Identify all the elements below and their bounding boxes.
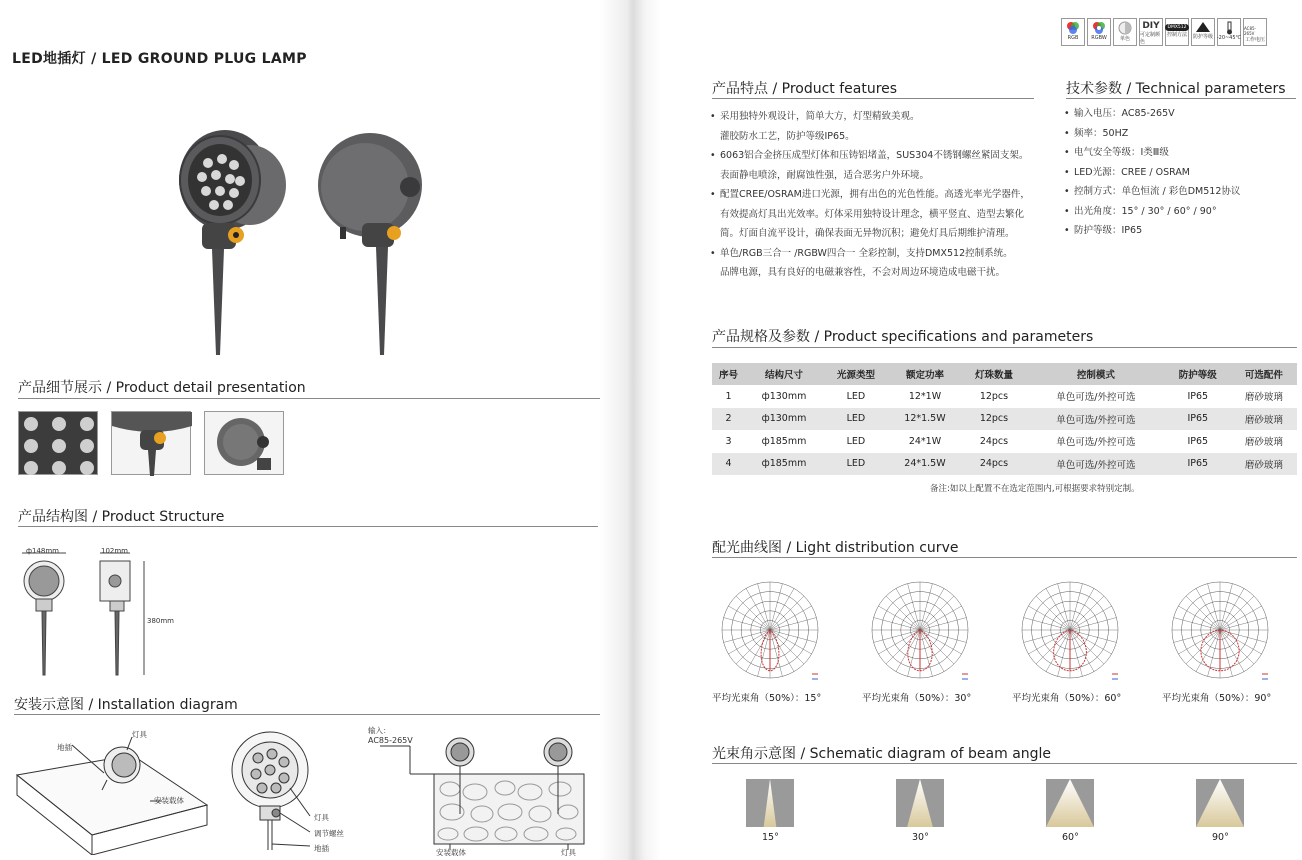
features-list [710,107,1040,283]
ip65-icon: 防护等级 [1191,18,1215,46]
section-title-structure: 产品结构图 / Product Structure [18,509,225,525]
table-row [712,453,1297,476]
spec-table-header [712,363,1297,385]
section-title-spec: 产品规格及参数 / Product specifications and parameters [712,329,1094,345]
product-hero-image [170,125,440,360]
table-cell: LED [823,453,889,476]
polar-curve-30 [862,578,982,688]
tech-item: • 频率：50HZ [1064,124,1296,144]
section-title-curve: 配光曲线图 / Light distribution curve [712,540,959,556]
table-cell: IP65 [1187,390,1209,402]
table-cell: ф185mm [761,435,807,447]
table-cell: 24*1.5W [889,453,961,476]
feature-item: 简。灯面自流平设计，确保表面无异物沉积；避免灯具后期维护清理。 [720,228,1015,239]
beam-diagram-30 [896,779,944,827]
table-cell: ф130mm [745,408,823,431]
section-divider [712,557,1297,558]
table-cell: 24pcs [961,453,1027,476]
rgbw-icon: RGBW [1087,18,1111,46]
detail-image-back [204,411,284,475]
table-cell: 磨砂玻璃 [1231,408,1297,431]
polar-curve-15 [712,578,832,688]
table-cell: LED [846,435,866,447]
beam-label: 60° [1062,832,1079,843]
install-diagram-2 [230,728,370,856]
page-title: LED地插灯 / LED GROUND PLUG LAMP [12,51,307,67]
label-carrier: 安装载体 [154,796,184,805]
table-cell: 3 [725,435,732,447]
mono-icon: 单色 [1113,18,1137,46]
polar-curve-60 [1012,578,1132,688]
feature-item: • 采用独特外观设计，简单大方，灯型精致美观。 [710,107,1040,127]
spec-table [712,363,1297,475]
beam-label: 30° [912,832,929,843]
label-ground-2: 地插 [314,844,329,853]
table-cell: 12*1W [908,390,942,402]
table-cell: 12*1.5W [889,408,961,431]
beam-label: 90° [1212,832,1229,843]
feature-item: • 6063铝合金挤压成型灯体和压铸铝堵盖，SUS304不锈钢螺丝紧固支架。 [710,146,1040,166]
section-title-install: 安装示意图 / Installation diagram [14,697,238,713]
column-header: 灯珠数量 [961,363,1027,385]
rgb-icon: RGB [1061,18,1085,46]
structure-drawing [14,545,184,680]
section-title-features: 产品特点 / Product features [712,81,898,97]
column-header: 防护等级 [1165,363,1231,385]
table-cell: 2 [712,408,745,431]
tech-item: • LED光源：CREE / OSRAM [1064,163,1296,183]
table-cell: 单色可选/外控可选 [1056,392,1136,404]
table-cell: 24*1W [908,435,942,447]
section-title-tech: 技术参数 / Technical parameters [1066,81,1286,97]
voltage-icon: AC85-265V 工作电压 [1243,18,1267,46]
tech-item: • 控制方式：单色恒流 / 彩色DM512协议 [1064,182,1296,202]
table-cell: IP65 [1165,408,1231,431]
tech-list [1064,104,1296,241]
table-cell: 12pcs [961,408,1027,431]
label-ground: 地插 [57,743,72,752]
label-input: 输入： [368,726,391,735]
label-lamp: 灯具 [132,730,147,739]
feature-item: 灌胶防水工艺，防护等级IP65。 [720,130,855,142]
table-cell: IP65 [1165,453,1231,476]
feature-item: 表面静电喷涂，耐腐蚀性强，适合恶劣户外环境。 [720,169,930,181]
dim-diameter: ф148mm [26,547,59,555]
beam-diagram-60 [1046,779,1094,827]
label-screw: 调节螺丝 [314,829,344,838]
dim-height: 380mm [147,617,174,625]
dim-width: 102mm [101,547,128,555]
column-header: 控制模式 [1027,363,1165,385]
table-cell: 单色可选/外控可选 [1027,453,1165,476]
thermometer-icon: -20~45℃ [1217,18,1241,46]
detail-image-leds [18,411,98,475]
label-voltage: AC85-265V [368,736,413,745]
label-lamp-3: 灯具 [561,848,576,857]
table-cell: LED [823,408,889,431]
page-gutter [600,0,660,860]
section-divider [712,763,1297,764]
table-note: 备注:如以上配置不在选定范围内,可根据要求特别定制。 [930,484,1140,494]
polar-curve-90 [1162,578,1282,688]
beam-label: 15° [762,832,779,843]
tech-item: • 输入电压：AC85-265V [1064,104,1296,124]
column-header: 额定功率 [889,363,961,385]
table-cell: 24pcs [979,435,1009,447]
table-row [712,430,1297,453]
table-cell: IP65 [1187,435,1209,447]
dmx-icon: DMX512 控制方法 [1165,18,1189,46]
table-cell: 单色可选/外控可选 [1056,437,1136,449]
table-cell: 4 [712,453,745,476]
table-cell: 1 [725,390,732,402]
install-diagram-1 [12,725,212,855]
column-header: 可选配件 [1231,363,1297,385]
tech-item: • 防护等级：IP65 [1064,221,1296,241]
curve-label: 平均光束角（50%）：60° [1012,693,1122,704]
curve-label: 平均光束角（50%）：90° [1162,693,1272,704]
section-divider [1066,98,1296,99]
table-cell: 单色可选/外控可选 [1027,408,1165,431]
label-lamp-2: 灯具 [314,813,329,822]
section-title-detail: 产品细节展示 / Product detail presentation [18,380,306,396]
feature-item: 品牌电源，具有良好的电磁兼容性，不会对周边环境造成电磁干扰。 [720,267,1006,278]
label-carrier-2: 安装载体 [436,848,466,857]
feature-item: • 单色/RGB三合一 /RGBW四合一 全彩控制，支持DMX512控制系统。 [710,244,1040,264]
curve-label: 平均光束角（50%）：15° [712,693,822,704]
table-cell: ф185mm [745,453,823,476]
section-divider [712,347,1297,348]
column-header: 结构尺寸 [745,363,823,385]
column-header: 光源类型 [823,363,889,385]
table-cell: 磨砂玻璃 [1244,392,1283,404]
install-diagram-3 [380,734,600,854]
section-divider [712,98,1034,99]
table-row [712,408,1297,431]
section-title-beam: 光束角示意图 / Schematic diagram of beam angle [712,746,1052,762]
lamp-front-view [179,130,286,355]
section-divider [18,526,598,527]
table-row [712,385,1297,408]
table-cell: 磨砂玻璃 [1244,437,1283,449]
lamp-back-view [318,133,422,355]
feature-icons-bar [1061,18,1267,46]
detail-image-bracket [111,411,191,475]
feature-item: • 配置CREE/OSRAM进口光源，拥有出色的光色性能。高透光率光学器件， [710,185,1040,205]
tech-item: • 电气安全等级：I类Ⅲ级 [1064,143,1296,163]
table-cell: 磨砂玻璃 [1231,453,1297,476]
section-divider [14,714,600,715]
diy-icon: DIY 可定制颜色 [1139,18,1163,46]
curve-label: 平均光束角（50%）：30° [862,693,972,704]
column-header: 序号 [712,363,745,385]
section-divider [18,398,600,399]
table-cell: ф130mm [761,390,807,402]
beam-diagram-15 [746,779,794,827]
tech-item: • 出光角度：15° / 30° / 60° / 90° [1064,202,1296,222]
beam-diagram-90 [1196,779,1244,827]
table-cell: LED [846,390,866,402]
feature-item: 有效提高灯具出光效率。灯体采用独特设计理念，横平竖直、造型去繁化 [720,208,1025,220]
table-cell: 12pcs [979,390,1009,402]
